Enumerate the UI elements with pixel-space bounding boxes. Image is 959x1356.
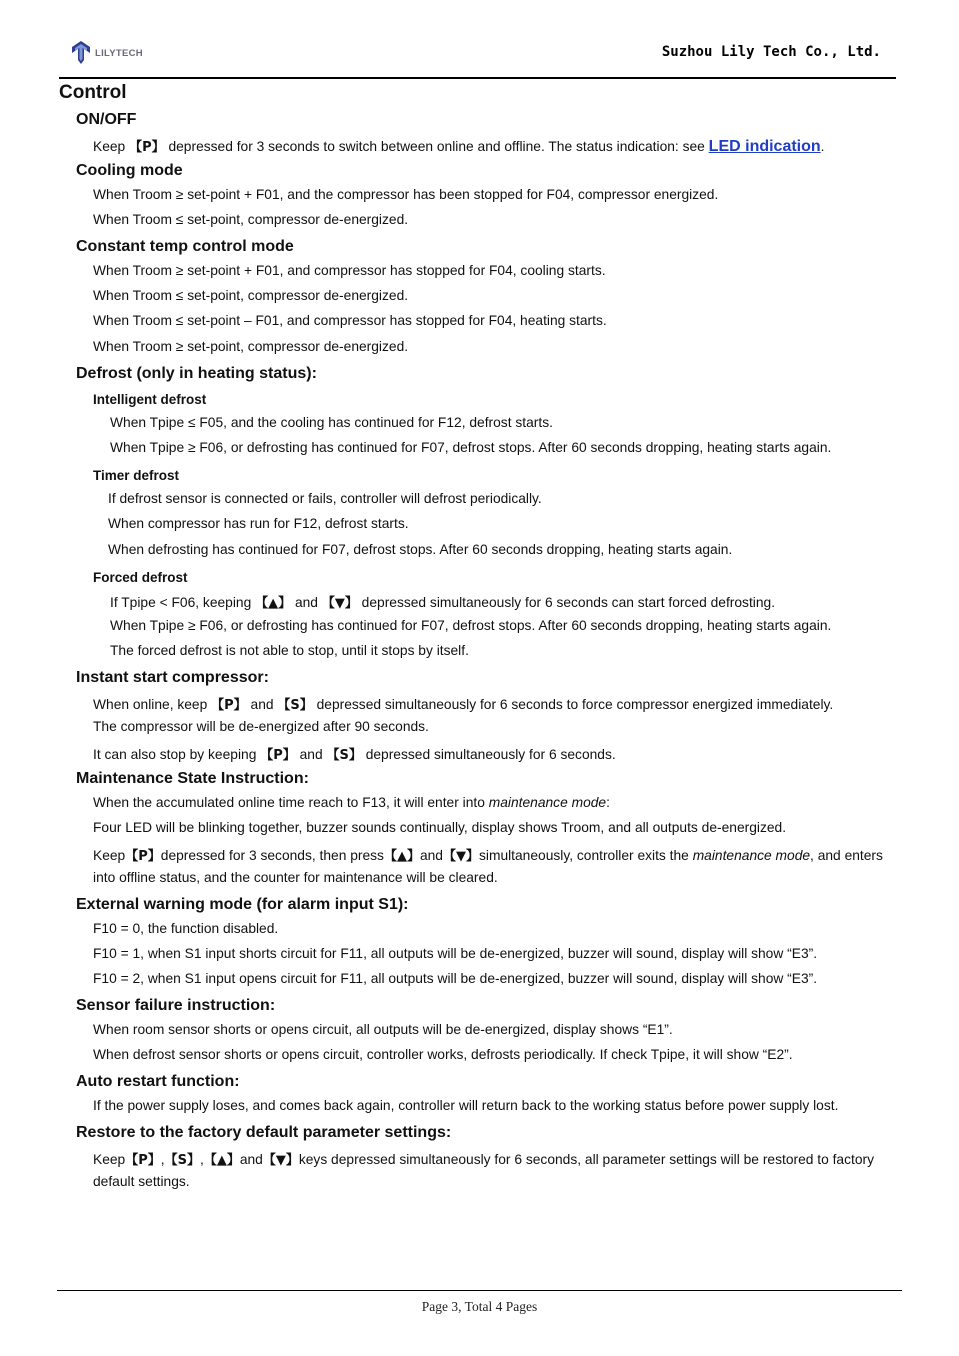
- restore-comma: ,: [199, 1152, 204, 1167]
- key-down-label: 【▼】: [442, 849, 479, 864]
- onoff-text-c: .: [820, 139, 825, 154]
- external-heading: External warning mode (for alarm input S1):: [76, 896, 409, 913]
- key-up-label: 【▲】: [203, 1153, 240, 1168]
- intelligent-line-2: When Tpipe ≥ F06, or defrosting has continued for F07, defrost stops. After 60 seconds dropping, heating starts again.: [110, 440, 832, 455]
- forced-line-1-c: depressed simultaneously for 6 seconds can start forced defrosting.: [361, 595, 776, 610]
- sensor-heading: Sensor failure instruction:: [76, 997, 276, 1014]
- maintenance-line-4: into offline status, and the counter for maintenance will be cleared.: [93, 870, 498, 885]
- restore-line-2: default settings.: [93, 1174, 190, 1189]
- restore-comma: ,: [160, 1152, 165, 1167]
- forced-line-3: The forced defrost is not able to stop, until it stops by itself.: [110, 643, 469, 658]
- forced-line-1-a: If Tpipe < F06, keeping: [110, 595, 252, 610]
- maintenance-heading: Maintenance State Instruction:: [76, 770, 309, 787]
- key-s-label: 【S】: [326, 748, 362, 763]
- maintenance-line-3-b: depressed for 3 seconds, then press: [160, 848, 384, 863]
- onoff-heading: ON/OFF: [76, 111, 137, 128]
- logo-text: LILYTECH: [95, 47, 143, 59]
- external-line-3: F10 = 2, when S1 input opens circuit for F11, all outputs will be de-energized, buzzer will sound, display will show “E3”.: [93, 971, 818, 986]
- maintenance-line-3: [93, 845, 883, 864]
- auto-restart-line: If the power supply loses, and comes back again, controller will return back to the working status before power supply lost.: [93, 1098, 839, 1113]
- page-header: [0, 0, 959, 80]
- timer-defrost-heading: Timer defrost: [93, 468, 180, 483]
- key-p-label: 【P】: [125, 1153, 161, 1168]
- timer-line-1: If defrost sensor is connected or fails, controller will defrost periodically.: [108, 491, 542, 506]
- intelligent-line-1: When Tpipe ≤ F05, and the cooling has continued for F12, defrost starts.: [110, 415, 553, 430]
- company-name: Suzhou Lily Tech Co., Ltd.: [661, 44, 881, 60]
- sensor-line-1: When room sensor shorts or opens circuit, all outputs will be de-energized, display shows “E1”.: [93, 1022, 673, 1037]
- key-p-label: 【P】: [260, 748, 296, 763]
- key-down-label: 【▼】: [321, 596, 358, 611]
- instant-and: and: [250, 697, 274, 712]
- cooling-line-1: When Troom ≥ set-point + F01, and the compressor has been stopped for F04, compressor energized.: [93, 187, 719, 202]
- maintenance-line-1: [93, 795, 610, 810]
- key-up-label: 【▲】: [255, 596, 292, 611]
- company-logo: [70, 40, 143, 66]
- forced-defrost-heading: Forced defrost: [93, 570, 188, 585]
- constant-heading: Constant temp control mode: [76, 238, 294, 255]
- key-down-label: 【▼】: [262, 1153, 299, 1168]
- maintenance-line-1-a: When the accumulated online time reach to F13, it will enter into: [93, 795, 485, 810]
- maintenance-line-3-d: , and enters: [810, 848, 883, 863]
- constant-line-2: When Troom ≤ set-point, compressor de-energized.: [93, 288, 409, 303]
- maintenance-line-1-b: :: [606, 795, 610, 810]
- forced-line-1: [110, 592, 775, 611]
- constant-line-4: When Troom ≥ set-point, compressor de-energized.: [93, 339, 409, 354]
- forced-line-2: When Tpipe ≥ F06, or defrosting has continued for F07, defrost stops. After 60 seconds dropping, heating starts again.: [110, 618, 832, 633]
- maintenance-line-2: Four LED will be blinking together, buzzer sounds continually, display shows Troom, and all outputs de-energized.: [93, 820, 787, 835]
- key-up-label: 【▲】: [383, 849, 420, 864]
- key-s-label: 【S】: [164, 1153, 200, 1168]
- cooling-line-2: When Troom ≤ set-point, compressor de-energized.: [93, 212, 409, 227]
- lilytech-logo-icon: [70, 40, 92, 66]
- instant-line-3-b: depressed simultaneously for 6 seconds.: [365, 747, 616, 762]
- constant-line-1: When Troom ≥ set-point + F01, and compressor has stopped for F04, cooling starts.: [93, 263, 606, 278]
- sensor-line-2: When defrost sensor shorts or opens circuit, controller works, defrosts periodically. If check Tpipe, it will show “E2”.: [93, 1047, 793, 1062]
- restore-line-1: [93, 1149, 874, 1168]
- timer-line-3: When defrosting has continued for F07, defrost stops. After 60 seconds dropping, heating starts again.: [108, 542, 733, 557]
- page-title: Control: [59, 82, 127, 103]
- maintenance-mode-term: maintenance mode: [692, 848, 811, 863]
- instant-line-1: [93, 694, 833, 713]
- header-divider: [59, 77, 896, 79]
- intelligent-defrost-heading: Intelligent defrost: [93, 392, 207, 407]
- instant-line-1-a: When online, keep: [93, 697, 208, 712]
- instant-line-2: The compressor will be de-energized after 90 seconds.: [93, 719, 429, 734]
- defrost-heading: Defrost (only in heating status):: [76, 365, 317, 382]
- instant-line-3: [93, 744, 616, 763]
- onoff-text: [93, 136, 825, 156]
- restore-line-1-a: Keep: [93, 1152, 126, 1167]
- constant-line-3: When Troom ≤ set-point – F01, and compressor has stopped for F04, heating starts.: [93, 313, 607, 328]
- external-line-2: F10 = 1, when S1 input shorts circuit for F11, all outputs will be de-energized, buzzer will sound, display will show “E3”.: [93, 946, 818, 961]
- external-line-1: F10 = 0, the function disabled.: [93, 921, 279, 936]
- instant-and: and: [299, 747, 323, 762]
- instant-line-1-b: depressed simultaneously for 6 seconds to force compressor energized immediately.: [316, 697, 834, 712]
- restore-and: and: [239, 1152, 263, 1167]
- timer-line-2: When compressor has run for F12, defrost starts.: [108, 516, 409, 531]
- key-p-label: 【P】: [211, 698, 247, 713]
- key-p-label: 【P】: [129, 140, 165, 155]
- page-footer: Page 3, Total 4 Pages: [421, 1299, 538, 1314]
- auto-restart-heading: Auto restart function:: [76, 1073, 240, 1090]
- footer-divider: [57, 1290, 902, 1291]
- forced-line-1-and: and: [294, 595, 318, 610]
- key-p-label: 【P】: [125, 849, 161, 864]
- instant-heading: Instant start compressor:: [76, 669, 269, 686]
- maintenance-line-3-a: Keep: [93, 848, 126, 863]
- maintenance-line-3-c: simultaneously, controller exits the: [478, 848, 689, 863]
- instant-line-3-a: It can also stop by keeping: [93, 747, 257, 762]
- maintenance-and: and: [419, 848, 443, 863]
- onoff-text-a: Keep: [93, 139, 126, 154]
- led-indication-link[interactable]: LED indication: [708, 138, 821, 155]
- restore-line-1-b: keys depressed simultaneously for 6 seconds, all parameter settings will be restored to factory: [298, 1152, 875, 1167]
- cooling-heading: Cooling mode: [76, 162, 183, 179]
- onoff-text-b: depressed for 3 seconds to switch between online and offline. The status indication: see: [168, 139, 705, 154]
- maintenance-mode-term: maintenance mode: [488, 795, 607, 810]
- key-s-label: 【S】: [277, 698, 313, 713]
- restore-heading: Restore to the factory default parameter settings:: [76, 1124, 452, 1141]
